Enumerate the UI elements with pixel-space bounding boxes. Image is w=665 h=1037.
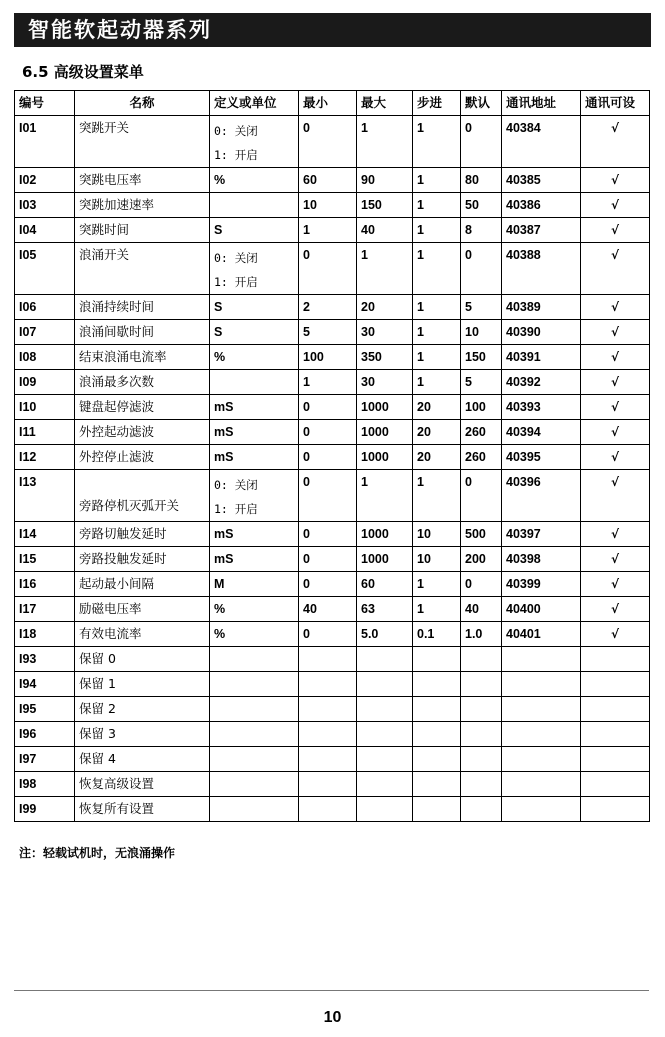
cell-definition	[210, 116, 299, 168]
cell-settable: √	[581, 522, 650, 547]
cell-default	[461, 672, 502, 697]
cell-settable: √	[581, 116, 650, 168]
cell-id: I06	[15, 295, 75, 320]
cell-step: 1	[413, 572, 461, 597]
cell-address: 40394	[502, 420, 581, 445]
cell-definition: mS	[210, 547, 299, 572]
cell-definition: %	[210, 168, 299, 193]
cell-name: 键盘起停滤波	[75, 395, 210, 420]
cell-min: 40	[299, 597, 357, 622]
cell-definition: M	[210, 572, 299, 597]
cell-address	[502, 772, 581, 797]
cell-default	[461, 722, 502, 747]
cell-default: 100	[461, 395, 502, 420]
cell-settable: √	[581, 622, 650, 647]
footnote: 注：轻载试机时，无浪涌操作	[19, 846, 176, 860]
cell-step: 1	[413, 116, 461, 168]
cell-address	[502, 672, 581, 697]
cell-id: I99	[15, 797, 75, 822]
cell-name: 保留 3	[75, 722, 210, 747]
cell-id: I11	[15, 420, 75, 445]
header-default: 默认	[461, 91, 502, 116]
cell-min	[299, 647, 357, 672]
cell-step: 1	[413, 243, 461, 295]
cell-id: I09	[15, 370, 75, 395]
cell-address	[502, 797, 581, 822]
table-row	[15, 572, 650, 597]
cell-default	[461, 647, 502, 672]
table-row	[15, 597, 650, 622]
table-row	[15, 218, 650, 243]
table-row	[15, 168, 650, 193]
table-row	[15, 797, 650, 822]
cell-definition	[210, 747, 299, 772]
cell-max: 63	[357, 597, 413, 622]
cell-min: 0	[299, 420, 357, 445]
table-row	[15, 722, 650, 747]
cell-max: 150	[357, 193, 413, 218]
cell-max	[357, 722, 413, 747]
cell-step	[413, 797, 461, 822]
cell-definition: S	[210, 320, 299, 345]
cell-id: I15	[15, 547, 75, 572]
cell-min	[299, 672, 357, 697]
definition-line-2: 1: 开启	[214, 502, 258, 516]
banner-title: 智能软起动器系列	[28, 18, 212, 42]
cell-max: 350	[357, 345, 413, 370]
cell-id: I02	[15, 168, 75, 193]
cell-default: 260	[461, 445, 502, 470]
cell-definition	[210, 672, 299, 697]
cell-address	[502, 747, 581, 772]
header-address: 通讯地址	[502, 91, 581, 116]
cell-name: 旁路停机灭弧开关	[75, 470, 210, 522]
cell-settable	[581, 772, 650, 797]
cell-step: 20	[413, 445, 461, 470]
cell-definition	[210, 647, 299, 672]
cell-address	[502, 647, 581, 672]
cell-min: 0	[299, 395, 357, 420]
cell-max: 1000	[357, 547, 413, 572]
cell-name: 浪涌间歇时间	[75, 320, 210, 345]
cell-default: 5	[461, 370, 502, 395]
cell-default: 0	[461, 116, 502, 168]
cell-definition	[210, 797, 299, 822]
cell-id: I93	[15, 647, 75, 672]
table-row	[15, 672, 650, 697]
cell-step	[413, 772, 461, 797]
cell-max	[357, 697, 413, 722]
cell-settable: √	[581, 320, 650, 345]
cell-name: 浪涌最多次数	[75, 370, 210, 395]
cell-default: 150	[461, 345, 502, 370]
footer-divider	[14, 990, 649, 991]
cell-settable: √	[581, 345, 650, 370]
cell-min: 0	[299, 622, 357, 647]
cell-default: 0	[461, 243, 502, 295]
cell-id: I18	[15, 622, 75, 647]
settings-table	[14, 90, 650, 822]
table-row	[15, 420, 650, 445]
cell-min	[299, 797, 357, 822]
cell-settable: √	[581, 193, 650, 218]
cell-default: 8	[461, 218, 502, 243]
cell-max: 1000	[357, 522, 413, 547]
cell-max	[357, 647, 413, 672]
cell-address: 40388	[502, 243, 581, 295]
cell-name: 外控停止滤波	[75, 445, 210, 470]
cell-address: 40393	[502, 395, 581, 420]
header-banner	[14, 13, 651, 47]
header-max: 最大	[357, 91, 413, 116]
cell-id: I05	[15, 243, 75, 295]
cell-name: 结束浪涌电流率	[75, 345, 210, 370]
cell-max: 90	[357, 168, 413, 193]
header-step: 步进	[413, 91, 461, 116]
cell-name: 保留 1	[75, 672, 210, 697]
cell-min: 0	[299, 470, 357, 522]
cell-name: 突跳开关	[75, 116, 210, 168]
header-settable: 通讯可设	[581, 91, 650, 116]
cell-min	[299, 747, 357, 772]
cell-max: 1000	[357, 420, 413, 445]
table-row	[15, 547, 650, 572]
cell-step: 1	[413, 470, 461, 522]
cell-address: 40384	[502, 116, 581, 168]
table-row	[15, 522, 650, 547]
cell-step: 20	[413, 395, 461, 420]
cell-id: I97	[15, 747, 75, 772]
cell-address: 40387	[502, 218, 581, 243]
table-row	[15, 647, 650, 672]
cell-settable	[581, 722, 650, 747]
cell-definition: mS	[210, 420, 299, 445]
cell-name: 有效电流率	[75, 622, 210, 647]
cell-min: 1	[299, 370, 357, 395]
cell-max: 60	[357, 572, 413, 597]
table-row	[15, 697, 650, 722]
cell-step	[413, 722, 461, 747]
cell-definition	[210, 772, 299, 797]
cell-settable: √	[581, 243, 650, 295]
cell-min: 1	[299, 218, 357, 243]
cell-settable	[581, 672, 650, 697]
cell-address: 40392	[502, 370, 581, 395]
table-row	[15, 622, 650, 647]
cell-min: 0	[299, 445, 357, 470]
cell-min	[299, 772, 357, 797]
header-id: 编号	[15, 91, 75, 116]
cell-min: 0	[299, 116, 357, 168]
cell-max	[357, 672, 413, 697]
cell-min: 0	[299, 547, 357, 572]
cell-id: I04	[15, 218, 75, 243]
cell-address: 40385	[502, 168, 581, 193]
cell-name: 保留 2	[75, 697, 210, 722]
cell-step: 10	[413, 522, 461, 547]
cell-id: I94	[15, 672, 75, 697]
cell-name: 浪涌开关	[75, 243, 210, 295]
cell-min: 0	[299, 522, 357, 547]
header-min: 最小	[299, 91, 357, 116]
cell-default: 200	[461, 547, 502, 572]
cell-id: I13	[15, 470, 75, 522]
cell-default: 10	[461, 320, 502, 345]
cell-min: 0	[299, 572, 357, 597]
cell-address: 40386	[502, 193, 581, 218]
cell-default	[461, 747, 502, 772]
cell-max	[357, 797, 413, 822]
cell-step: 1	[413, 370, 461, 395]
cell-name: 励磁电压率	[75, 597, 210, 622]
cell-name: 恢复高级设置	[75, 772, 210, 797]
cell-settable: √	[581, 420, 650, 445]
cell-max	[357, 772, 413, 797]
cell-step: 20	[413, 420, 461, 445]
cell-max: 5.0	[357, 622, 413, 647]
table-row	[15, 193, 650, 218]
definition-line-2: 1: 开启	[214, 148, 258, 162]
cell-id: I12	[15, 445, 75, 470]
cell-id: I98	[15, 772, 75, 797]
cell-settable: √	[581, 470, 650, 522]
cell-definition: %	[210, 622, 299, 647]
table-row	[15, 243, 650, 295]
cell-address: 40398	[502, 547, 581, 572]
cell-address: 40390	[502, 320, 581, 345]
cell-address: 40396	[502, 470, 581, 522]
cell-min: 10	[299, 193, 357, 218]
cell-settable	[581, 647, 650, 672]
cell-definition: mS	[210, 395, 299, 420]
cell-address	[502, 722, 581, 747]
cell-default: 5	[461, 295, 502, 320]
cell-definition	[210, 722, 299, 747]
cell-definition	[210, 470, 299, 522]
cell-max: 20	[357, 295, 413, 320]
cell-max	[357, 747, 413, 772]
cell-min	[299, 722, 357, 747]
cell-id: I01	[15, 116, 75, 168]
table-header-row	[15, 91, 650, 116]
cell-definition: S	[210, 295, 299, 320]
cell-definition	[210, 370, 299, 395]
cell-max: 30	[357, 370, 413, 395]
cell-definition: %	[210, 597, 299, 622]
cell-step: 10	[413, 547, 461, 572]
cell-default	[461, 797, 502, 822]
cell-id: I16	[15, 572, 75, 597]
cell-id: I14	[15, 522, 75, 547]
cell-default: 500	[461, 522, 502, 547]
cell-address: 40397	[502, 522, 581, 547]
cell-name: 突跳时间	[75, 218, 210, 243]
cell-step: 1	[413, 295, 461, 320]
cell-default	[461, 697, 502, 722]
cell-max: 40	[357, 218, 413, 243]
cell-max: 1	[357, 470, 413, 522]
cell-default	[461, 772, 502, 797]
cell-definition	[210, 697, 299, 722]
cell-default: 50	[461, 193, 502, 218]
cell-settable	[581, 697, 650, 722]
cell-id: I96	[15, 722, 75, 747]
cell-step: 1	[413, 320, 461, 345]
cell-min	[299, 697, 357, 722]
table-row	[15, 320, 650, 345]
cell-definition: mS	[210, 445, 299, 470]
cell-id: I07	[15, 320, 75, 345]
cell-name: 突跳加速速率	[75, 193, 210, 218]
cell-name: 恢复所有设置	[75, 797, 210, 822]
cell-definition	[210, 193, 299, 218]
cell-min: 0	[299, 243, 357, 295]
cell-default: 1.0	[461, 622, 502, 647]
cell-settable	[581, 797, 650, 822]
cell-settable: √	[581, 295, 650, 320]
cell-default: 0	[461, 470, 502, 522]
cell-name: 旁路切触发延时	[75, 522, 210, 547]
table-row	[15, 345, 650, 370]
cell-max: 1	[357, 116, 413, 168]
cell-default: 40	[461, 597, 502, 622]
table-row	[15, 747, 650, 772]
header-name: 名称	[75, 91, 210, 116]
cell-id: I95	[15, 697, 75, 722]
cell-settable: √	[581, 572, 650, 597]
cell-address: 40399	[502, 572, 581, 597]
cell-address: 40391	[502, 345, 581, 370]
cell-name: 突跳电压率	[75, 168, 210, 193]
cell-id: I03	[15, 193, 75, 218]
definition-line-1: 0: 关闭	[214, 251, 258, 265]
cell-address: 40395	[502, 445, 581, 470]
cell-definition: S	[210, 218, 299, 243]
cell-name: 起动最小间隔	[75, 572, 210, 597]
cell-step	[413, 647, 461, 672]
cell-definition: %	[210, 345, 299, 370]
cell-min: 100	[299, 345, 357, 370]
cell-name: 保留 0	[75, 647, 210, 672]
definition-line-1: 0: 关闭	[214, 124, 258, 138]
cell-max: 1000	[357, 445, 413, 470]
cell-default: 80	[461, 168, 502, 193]
header-definition: 定义或单位	[210, 91, 299, 116]
table-row	[15, 470, 650, 522]
cell-settable: √	[581, 597, 650, 622]
cell-settable: √	[581, 445, 650, 470]
cell-step: 1	[413, 218, 461, 243]
table-row	[15, 395, 650, 420]
cell-id: I10	[15, 395, 75, 420]
cell-min: 2	[299, 295, 357, 320]
definition-line-2: 1: 开启	[214, 275, 258, 289]
cell-address: 40400	[502, 597, 581, 622]
cell-step	[413, 747, 461, 772]
cell-id: I08	[15, 345, 75, 370]
cell-definition: mS	[210, 522, 299, 547]
cell-name: 保留 4	[75, 747, 210, 772]
cell-step: 1	[413, 168, 461, 193]
page-number: 10	[323, 1009, 342, 1026]
cell-max: 1000	[357, 395, 413, 420]
cell-step	[413, 672, 461, 697]
cell-name: 旁路投触发延时	[75, 547, 210, 572]
definition-line-1: 0: 关闭	[214, 478, 258, 492]
cell-step: 1	[413, 193, 461, 218]
cell-settable	[581, 747, 650, 772]
cell-address	[502, 697, 581, 722]
table-row	[15, 295, 650, 320]
table-row	[15, 370, 650, 395]
cell-name: 浪涌持续时间	[75, 295, 210, 320]
cell-settable: √	[581, 370, 650, 395]
table-row	[15, 116, 650, 168]
cell-max: 30	[357, 320, 413, 345]
cell-id: I17	[15, 597, 75, 622]
cell-definition	[210, 243, 299, 295]
cell-name: 外控起动滤波	[75, 420, 210, 445]
cell-step: 0.1	[413, 622, 461, 647]
cell-address: 40401	[502, 622, 581, 647]
section-title: 6.5 高级设置菜单	[22, 63, 144, 81]
cell-address: 40389	[502, 295, 581, 320]
cell-default: 260	[461, 420, 502, 445]
cell-default: 0	[461, 572, 502, 597]
cell-settable: √	[581, 218, 650, 243]
cell-step	[413, 697, 461, 722]
cell-max: 1	[357, 243, 413, 295]
table-row	[15, 772, 650, 797]
table-row	[15, 445, 650, 470]
cell-min: 5	[299, 320, 357, 345]
cell-min: 60	[299, 168, 357, 193]
cell-settable: √	[581, 168, 650, 193]
cell-settable: √	[581, 547, 650, 572]
cell-step: 1	[413, 597, 461, 622]
cell-settable: √	[581, 395, 650, 420]
cell-step: 1	[413, 345, 461, 370]
